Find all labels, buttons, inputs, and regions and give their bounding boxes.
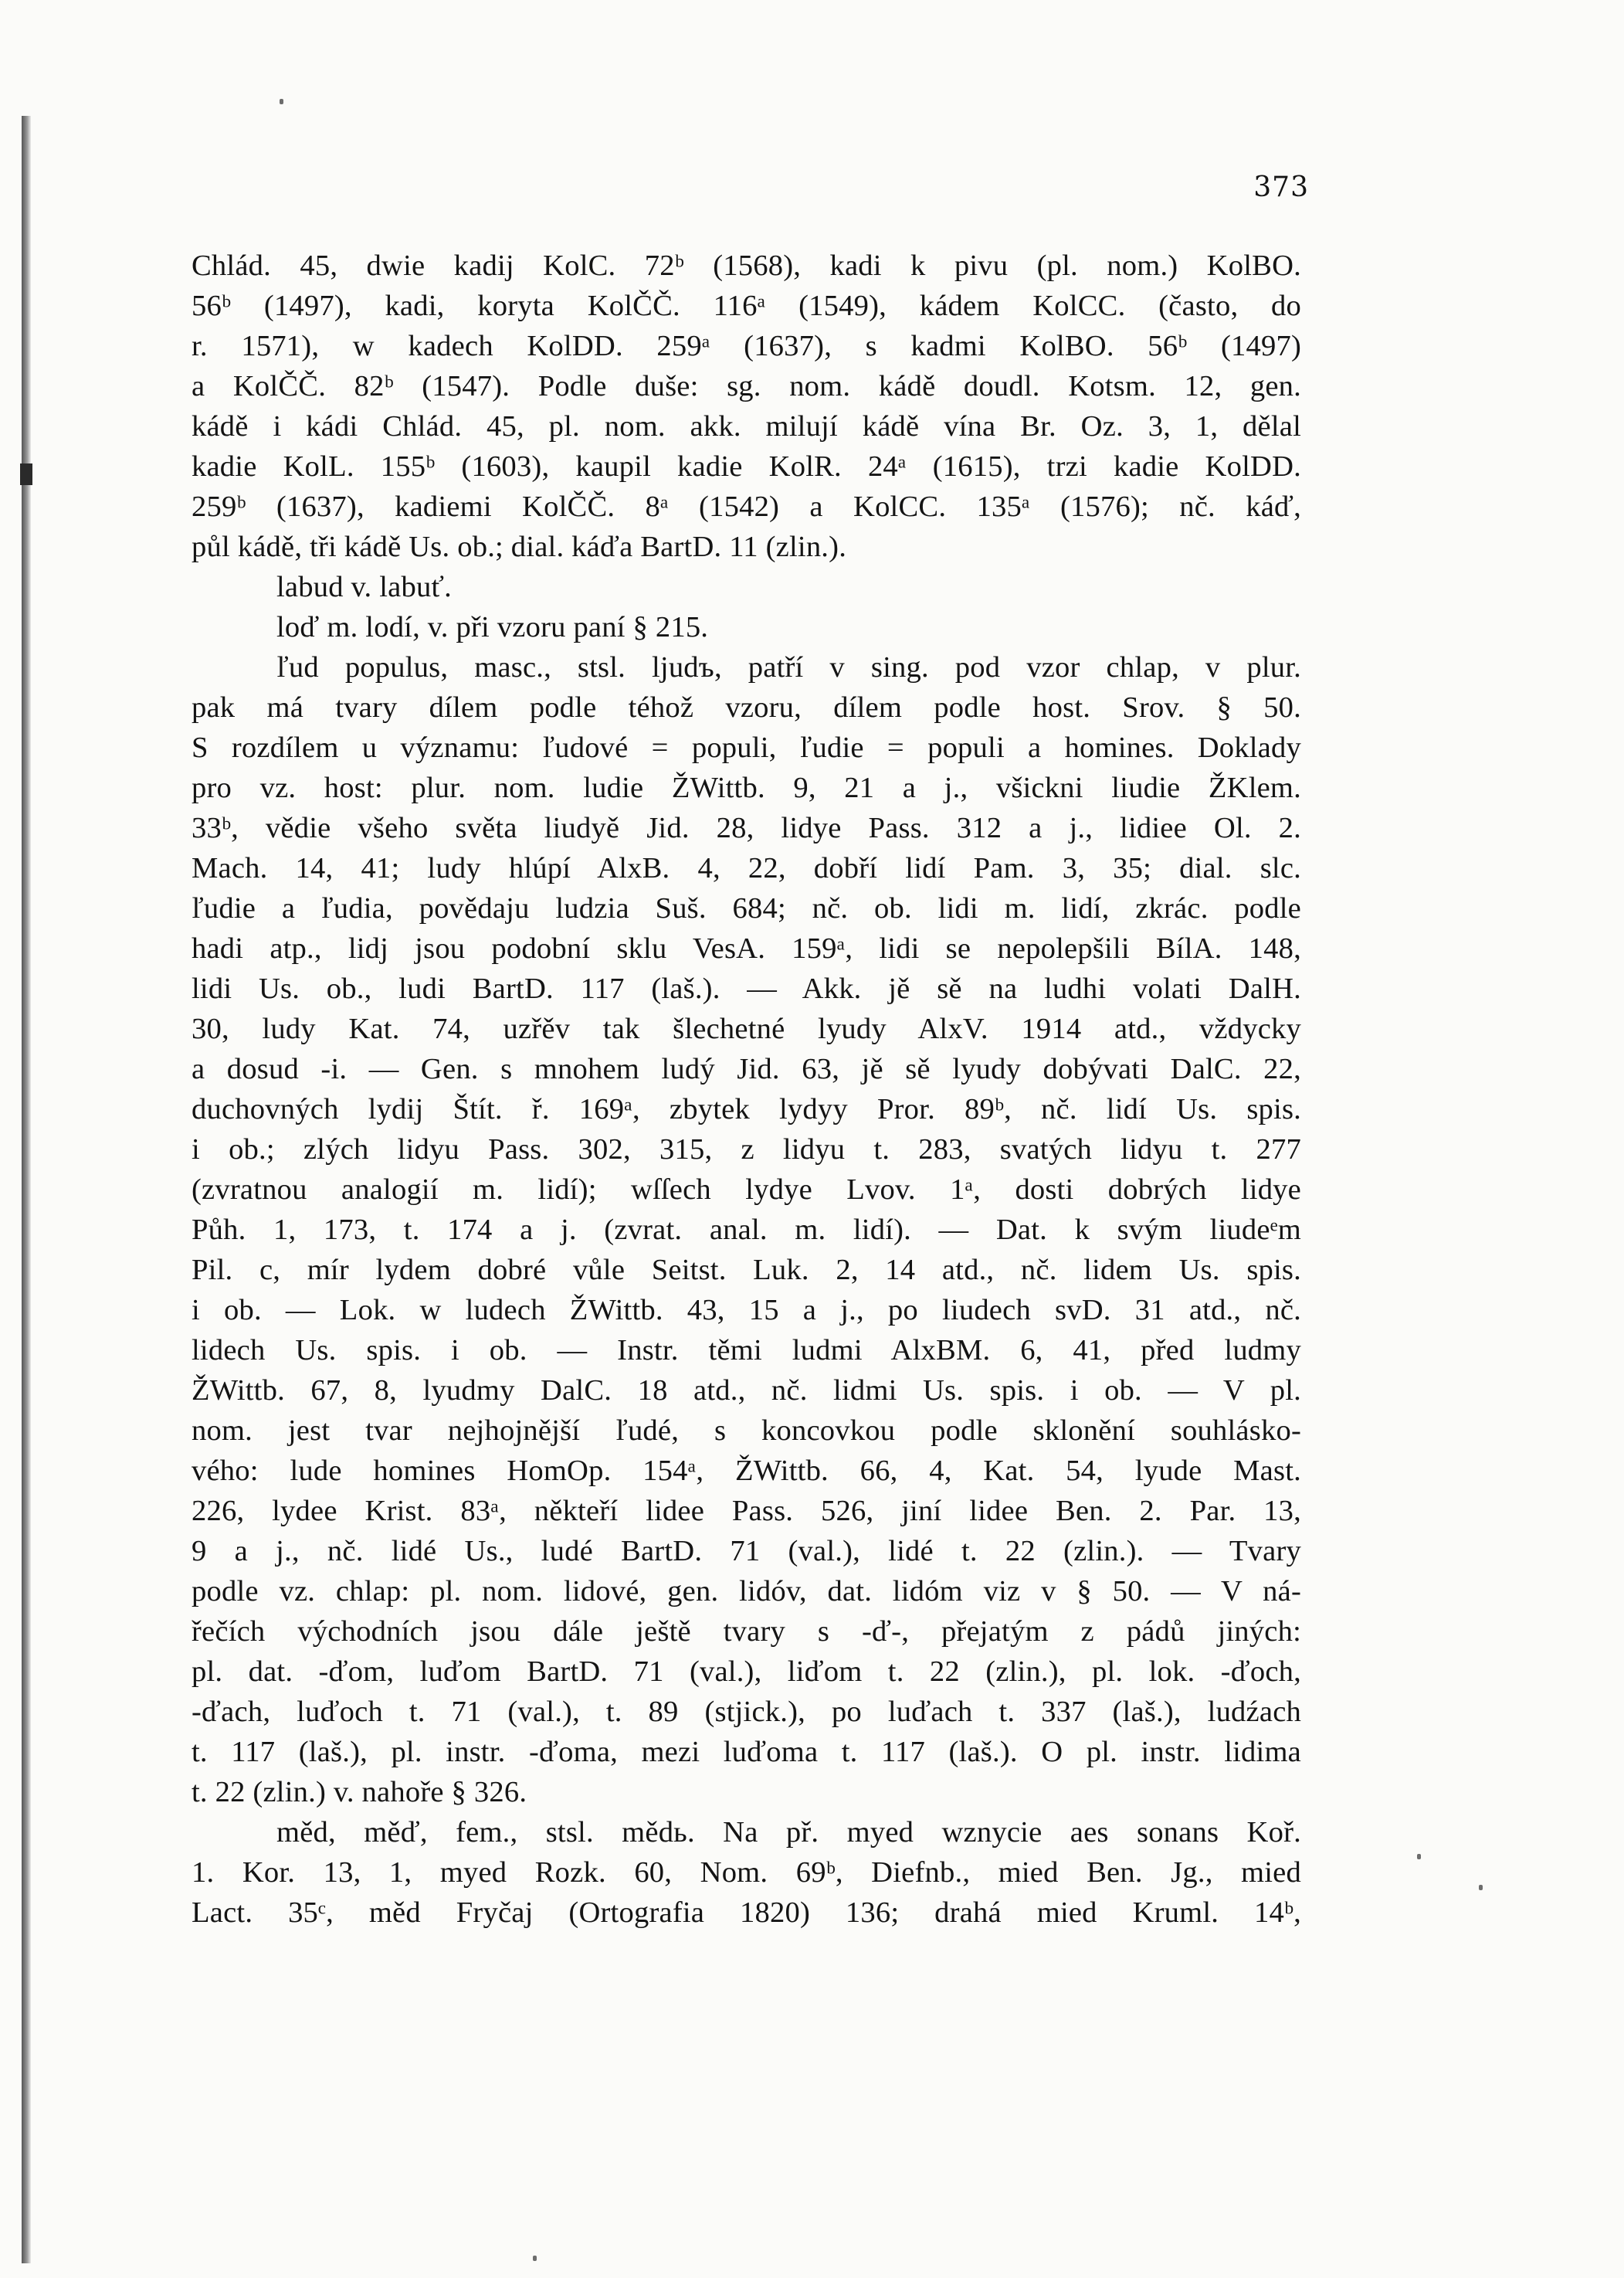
print-speck: [280, 99, 283, 104]
text-line: t. 117 (laš.), pl. instr. -ďoma, mezi luďoma t. 117 (laš.). O pl. instr. lidima: [192, 1736, 1301, 1768]
text-line: Půh. 1, 173, t. 174 a j. (zvrat. anal. m. lidí). — Dat. k svým liudeᵉm: [192, 1214, 1301, 1246]
text-line: Mach. 14, 41; ludy hlúpí AlxB. 4, 22, dobří lidí Pam. 3, 35; dial. slc.: [192, 852, 1301, 884]
text-line: i ob.; zlých lidyu Pass. 302, 315, z lidyu t. 283, svatých lidyu t. 277: [192, 1133, 1301, 1166]
text-line: kadie KolL. 155ᵇ (1603), kaupil kadie KolR. 24ᵃ (1615), trzi kadie KolDD.: [192, 450, 1301, 483]
text-line: řečích východních jsou dále ještě tvary s -ď-, přejatým z pádů jiných:: [192, 1615, 1301, 1648]
page-binding-edge: [22, 116, 31, 2263]
text-line: ŽWittb. 67, 8, lyudmy DalC. 18 atd., nč. lidmi Us. spis. i ob. — V pl.: [192, 1374, 1301, 1407]
text-line: Chlád. 45, dwie kadij KolC. 72ᵇ (1568), kadi k pivu (pl. nom.) KolBO.: [192, 250, 1301, 282]
text-line: 226, lydee Krist. 83ᵃ, někteří lidee Pass. 526, jiní lidee Ben. 2. Par. 13,: [192, 1495, 1301, 1527]
text-line: pl. dat. -ďom, luďom BartD. 71 (val.), liďom t. 22 (zlin.), pl. lok. -ďoch,: [192, 1655, 1301, 1688]
text-line: lidi Us. ob., ludi BartD. 117 (laš.). — Akk. jě sě na ludhi volati DalH.: [192, 973, 1301, 1005]
text-line: Lact. 35ᶜ, měd Fryčaj (Ortografia 1820) 136; drahá mied Kruml. 14ᵇ,: [192, 1896, 1301, 1929]
text-line: 30, ludy Kat. 74, uzřěv tak šlechetné lyudy AlxV. 1914 atd., vždycky: [192, 1013, 1301, 1045]
print-speck: [1479, 1885, 1483, 1890]
text-line: pro vz. host: plur. nom. ludie ŽWittb. 9, 21 a j., všickni liudie ŽKlem.: [192, 772, 1301, 804]
text-line: lidech Us. spis. i ob. — Instr. těmi ludmi AlxBM. 6, 41, před ludmy: [192, 1334, 1301, 1366]
entry-heading-line: loď m. lodí, v. při vzoru paní § 215.: [276, 611, 709, 643]
page-number: 373: [1253, 171, 1309, 203]
text-line: 56ᵇ (1497), kadi, koryta KolČČ. 116ᵃ (1549), kádem KolCC. (často, do: [192, 290, 1301, 322]
entry-heading-line: měd, měď, fem., stsl. mědь. Na př. myed wznycie aes sonans Koř.: [276, 1816, 1301, 1849]
text-line: půl kádě, tři kádě Us. ob.; dial. káďa BartD. 11 (zlin.).: [192, 531, 847, 563]
entry-heading-line: ľud populus, masc., stsl. ljudъ, patří v sing. pod vzor chlap, v plur.: [276, 651, 1301, 684]
binding-mark: [20, 463, 32, 485]
text-line: t. 22 (zlin.) v. nahoře § 326.: [192, 1776, 527, 1808]
text-line: duchovných lydij Štít. ř. 169ᵃ, zbytek lydyy Pror. 89ᵇ, nč. lidí Us. spis.: [192, 1093, 1301, 1125]
text-line: a dosud -i. — Gen. s mnohem ludý Jid. 63, jě sě lyudy dobývati DalC. 22,: [192, 1053, 1301, 1085]
text-line: nom. jest tvar nejhojnější ľudé, s koncovkou podle sklonění souhlásko-: [192, 1414, 1301, 1447]
text-line: vého: lude homines HomOp. 154ᵃ, ŽWittb. 66, 4, Kat. 54, lyude Mast.: [192, 1455, 1301, 1487]
text-line: i ob. — Lok. w ludech ŽWittb. 43, 15 a j., po liudech svD. 31 atd., nč.: [192, 1294, 1301, 1326]
text-line: S rozdílem u významu: ľudové = populi, ľudie = populi a homines. Doklady: [192, 732, 1301, 764]
text-line: r. 1571), w kadech KolDD. 259ᵃ (1637), s kadmi KolBO. 56ᵇ (1497): [192, 330, 1301, 362]
entry-heading-line: labud v. labuť.: [276, 571, 452, 603]
body-text: [192, 246, 1301, 1933]
print-speck: [533, 2256, 537, 2261]
text-line: 33ᵇ, vědie všeho světa liudyě Jid. 28, lidye Pass. 312 a j., lidiee Ol. 2.: [192, 812, 1301, 844]
text-line: -ďach, luďoch t. 71 (val.), t. 89 (stjick.), po luďach t. 337 (laš.), ludźach: [192, 1696, 1301, 1728]
text-line: Pil. c, mír lydem dobré vůle Seitst. Luk. 2, 14 atd., nč. lidem Us. spis.: [192, 1254, 1301, 1286]
text-line: hadi atp., lidj jsou podobní sklu VesA. 159ᵃ, lidi se nepolepšili BílA. 148,: [192, 932, 1301, 965]
text-line: podle vz. chlap: pl. nom. lidové, gen. lidóv, dat. lidóm viz v § 50. — V ná-: [192, 1575, 1301, 1608]
text-line: a KolČČ. 82ᵇ (1547). Podle duše: sg. nom. kádě doudl. Kotsm. 12, gen.: [192, 370, 1301, 402]
text-line: 259ᵇ (1637), kadiemi KolČČ. 8ᵃ (1542) a KolCC. 135ᵃ (1576); nč. káď,: [192, 491, 1301, 523]
text-line: ľudie a ľudia, povědaju ludzia Suš. 684; nč. ob. lidi m. lidí, zkrác. podle: [192, 892, 1301, 925]
print-speck: [1417, 1854, 1421, 1859]
text-line: 1. Kor. 13, 1, myed Rozk. 60, Nom. 69ᵇ, Diefnb., mied Ben. Jg., mied: [192, 1856, 1301, 1889]
text-line: (zvratnou analogií m. lidí); wſſech lydye Lvov. 1ᵃ, dosti dobrých lidye: [192, 1173, 1301, 1206]
text-line: pak má tvary dílem podle téhož vzoru, dílem podle host. Srov. § 50.: [192, 691, 1301, 724]
text-line: kádě i kádi Chlád. 45, pl. nom. akk. milují kádě vína Br. Oz. 3, 1, dělal: [192, 410, 1301, 443]
text-line: 9 a j., nč. lidé Us., ludé BartD. 71 (val.), lidé t. 22 (zlin.). — Tvary: [192, 1535, 1301, 1567]
